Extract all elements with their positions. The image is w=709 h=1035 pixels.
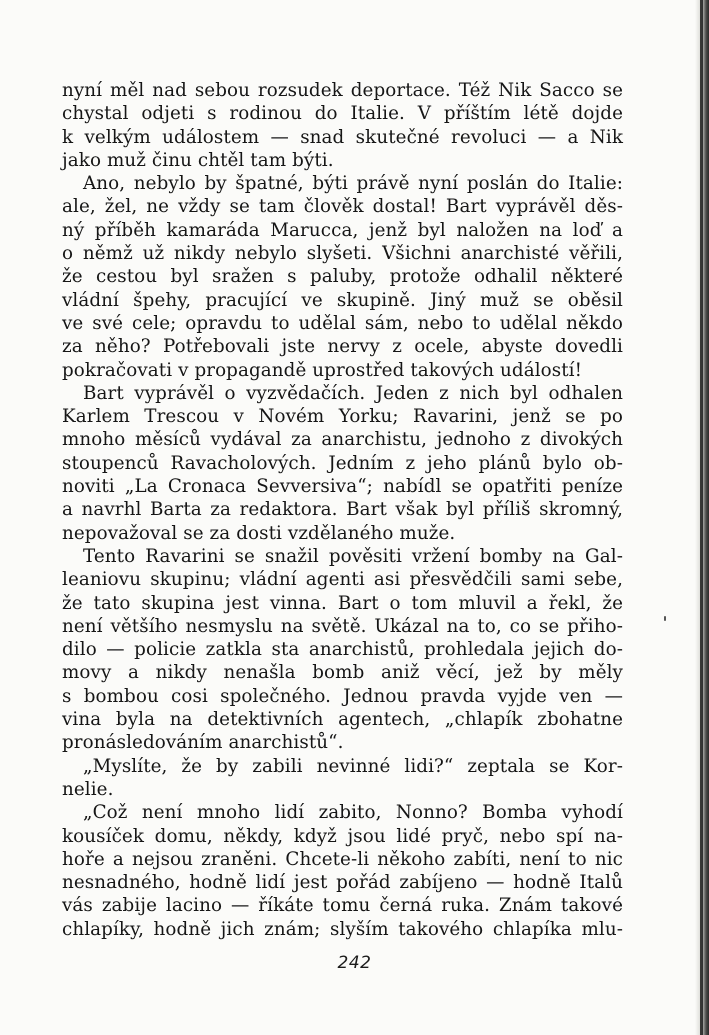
text-line: nesnadného, hodně lidí jest pořád zabíjeno — hodně Italů bbox=[62, 872, 623, 894]
text-line: nyní měl nad sebou rozsudek deportace. Též Nik Sacco se bbox=[62, 80, 623, 101]
text-line: ný příběh kamaráda Marucca, jenž byl naložen na loď a bbox=[62, 219, 623, 241]
text-line: vina byla na detektivních agentech, „chlapík zbohatne bbox=[62, 709, 623, 731]
text-line: chystal odjeti s rodinou do Italie. V příštím létě dojde bbox=[62, 103, 623, 125]
text-line: Bart vyprávěl o vyzvědačích. Jeden z nich byl odhalen bbox=[83, 382, 623, 404]
text-line: pokračovati v propagandě uprostřed takových událostí! bbox=[62, 359, 583, 381]
text-line: „Myslíte, že by zabili nevinné lidi?“ zeptala se Kor- bbox=[83, 755, 623, 777]
text-line: vládní špehy, pracující ve skupině. Jiný muž se oběsil bbox=[62, 289, 623, 311]
body-text bbox=[62, 79, 623, 941]
text-line: hoře a nejsou zraněni. Chcete-li někoho zabíti, není to nic bbox=[62, 848, 623, 870]
text-line: Karlem Trescou v Novém Yorku; Ravarini, jenž se po bbox=[62, 406, 623, 428]
text-line: že tato skupina jest vinna. Bart o tom mluvil a řekl, že bbox=[62, 592, 623, 614]
text-line: pronásledováním anarchistů“. bbox=[62, 732, 344, 754]
text-line: nepovažoval se za dosti vzdělaného muže. bbox=[62, 522, 456, 544]
text-line: nelie. bbox=[62, 778, 114, 800]
text-line: kousíček domu, někdy, když jsou lidé pryč, nebo spí na- bbox=[62, 825, 623, 847]
text-line: za něho? Potřebovali jste nervy z ocele, abyste dovedli bbox=[62, 336, 623, 358]
text-line: ve své cele; opravdu to udělal sám, nebo to udělal někdo bbox=[62, 312, 623, 334]
text-line: není většího nesmyslu na světě. Ukázal na to, co se přiho- bbox=[62, 615, 623, 637]
text-line: o němž už nikdy nebylo slyšeti. Všichni anarchisté věřili, bbox=[62, 243, 623, 265]
text-line: movy a nikdy nenašla bomb aniž věcí, jež by měly bbox=[62, 662, 623, 684]
text-line: „Což není mnoho lidí zabito, Nonno? Bomba vyhodí bbox=[83, 802, 623, 824]
text-line: a navrhl Barta za redaktora. Bart však byl příliš skromný, bbox=[62, 499, 623, 521]
text-line: ale, žel, ne vždy se tam člověk dostal! Bart vyprávěl děs- bbox=[62, 196, 623, 218]
text-line: jako muž činu chtěl tam býti. bbox=[62, 149, 334, 171]
text-line: k velkým událostem — snad skutečné revoluci — a Nik bbox=[62, 126, 623, 148]
paper-speck bbox=[664, 616, 666, 621]
text-line: že cestou byl sražen s paluby, protože odhalil některé bbox=[62, 266, 623, 288]
text-line: chlapíky, hodně jich znám; slyším takového chlapíka mlu- bbox=[62, 918, 623, 940]
text-line: dilo — policie zatkla sta anarchistů, prohledala jejich do- bbox=[62, 639, 623, 661]
text-line: leaniovu skupinu; vládní agenti asi přesvědčili sami sebe, bbox=[62, 569, 623, 591]
text-line: Tento Ravarini se snažil pověsiti vržení bomby na Gal- bbox=[83, 545, 623, 567]
page-number: 242 bbox=[337, 953, 372, 973]
text-line: s bombou cosi společného. Jednou pravda vyjde ven — bbox=[62, 685, 623, 707]
text-line: mnoho měsíců vydával za anarchistu, jednoho z divokých bbox=[62, 429, 623, 451]
text-line: Ano, nebylo by špatné, býti právě nyní poslán do Italie: bbox=[83, 173, 623, 195]
text-line: noviti „La Cronaca Sevversiva“; nabídl se opatřiti peníze bbox=[62, 476, 623, 498]
text-line: stoupenců Ravacholových. Jedním z jeho plánů bylo ob- bbox=[62, 452, 623, 474]
spine-edge bbox=[700, 0, 703, 1035]
text-line: vás zabije lacino — říkáte tomu černá ruka. Znám takové bbox=[62, 895, 623, 917]
